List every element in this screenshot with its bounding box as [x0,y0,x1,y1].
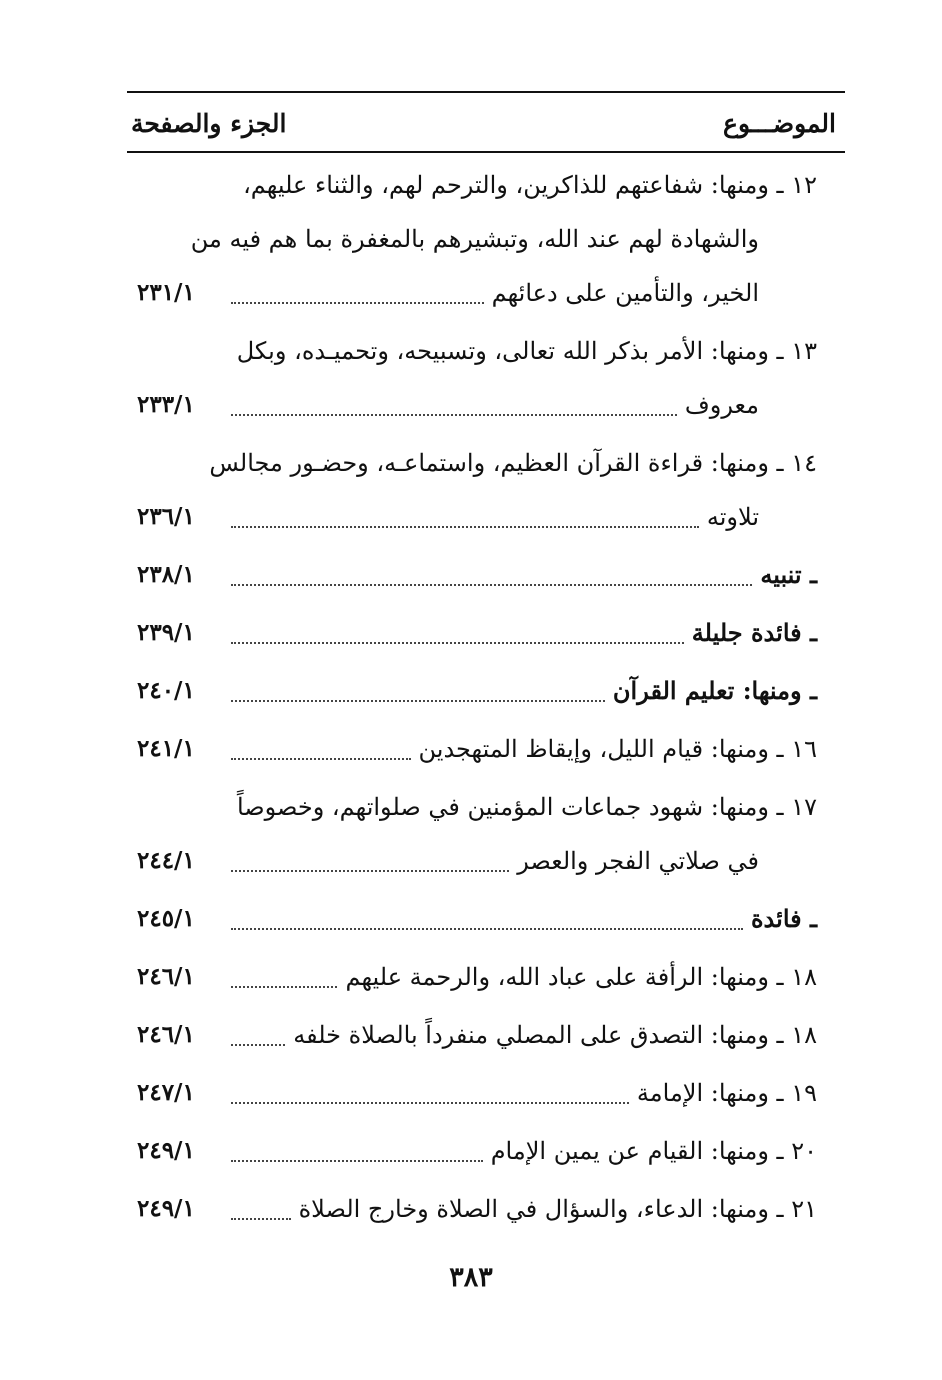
toc-leader [231,490,759,544]
toc-entry-last-line [127,548,817,602]
toc-entry [127,892,817,950]
toc-leader [231,266,759,320]
toc-leader [231,1182,817,1236]
toc-entry-line [127,780,817,834]
toc-entry [127,950,817,1008]
toc-leader [231,722,817,776]
toc-page-ref: ٢٤٧/١ [137,1079,195,1106]
toc-leader [231,1008,817,1062]
toc-leader [231,606,817,660]
toc-entry-last-line [127,266,817,320]
toc-entry [127,1182,817,1240]
dot-leader [231,266,484,320]
toc-entry [127,1124,817,1182]
toc-page-ref: ٢٤٠/١ [137,677,195,704]
toc-entry-line [127,436,817,490]
toc-leader [231,892,817,946]
toc-entry [127,722,817,780]
dot-leader [231,1124,483,1178]
dot-leader [231,490,699,544]
toc-page-ref: ٢٤٩/١ [137,1137,195,1164]
toc-entry-last-line [127,722,817,776]
toc-entry-title: ـ فائدة [750,904,817,933]
toc-entry-text: والشهادة لهم عند الله، وتبشيرهم بالمغفرة بما هم فيه من [190,225,759,253]
toc-entry-title: الخير، والتأمين على دعائهم [491,279,759,307]
toc-entry [127,158,817,324]
page-number: ٣٨٣ [449,1262,493,1293]
toc-entry-title: ٢١ ـ ومنها: الدعاء، والسؤال في الصلاة وخارج الصلاة [298,1195,817,1223]
dot-leader [231,548,752,602]
toc-entry-last-line [127,1124,817,1178]
toc-page-ref: ٢٤٩/١ [137,1195,195,1222]
toc-page-ref: ٢٣٨/١ [137,561,195,588]
toc-entry [127,780,817,892]
dot-leader [231,1008,285,1062]
toc-page-ref: ٢٣٣/١ [137,391,195,418]
toc-entry-last-line [127,1182,817,1236]
toc-entry-title: ٢٠ ـ ومنها: القيام عن يمين الإمام [490,1137,817,1165]
dot-leader [231,606,684,660]
toc-entry [127,1066,817,1124]
toc-page-ref: ٢٤٥/١ [137,905,195,932]
toc-entry [127,664,817,722]
toc-page-ref: ٢٣١/١ [137,279,195,306]
toc-page-ref: ٢٣٦/١ [137,503,195,530]
toc-entry-title: في صلاتي الفجر والعصر [517,847,759,875]
toc-entry-text: ١٢ ـ ومنها: شفاعتهم للذاكرين، والترحم لهم، والثناء عليهم، [243,171,817,199]
dot-leader [231,950,337,1004]
table-of-contents [127,158,817,1240]
toc-leader [231,950,817,1004]
dot-leader [231,1182,291,1236]
dot-leader [231,378,677,432]
toc-entry-text: ١٣ ـ ومنها: الأمر بذكر الله تعالى، وتسبيحه، وتحميـده، وبكل [236,337,817,365]
dot-leader [231,834,509,888]
toc-entry-title: معروف [684,391,759,419]
toc-entry-line [127,158,817,212]
toc-entry [127,606,817,664]
toc-entry-last-line [127,378,817,432]
toc-entry [127,436,817,548]
toc-page-ref: ٢٤١/١ [137,735,195,762]
header-rule [127,151,845,153]
toc-leader [231,1066,817,1120]
toc-entry-text: ١٤ ـ ومنها: قراءة القرآن العظيم، واستماعـه، وحضـور مجالس [209,449,817,477]
dot-leader [231,1066,629,1120]
toc-entry [127,1008,817,1066]
toc-page-ref: ٢٤٦/١ [137,963,195,990]
toc-entry-last-line [127,950,817,1004]
toc-leader [231,664,817,718]
toc-entry-last-line [127,892,817,946]
toc-entry-title: ١٦ ـ ومنها: قيام الليل، وإيقاظ المتهجدين [418,735,817,763]
toc-entry [127,324,817,436]
header-topic-label: الموضـــوع [723,109,836,138]
top-rule [127,91,845,93]
toc-entry-last-line [127,1066,817,1120]
toc-entry-title: ١٩ ـ ومنها: الإمامة [636,1079,817,1107]
dot-leader [231,892,743,946]
toc-page-ref: ٢٤٤/١ [137,847,195,874]
toc-entry-title: ـ تنبيه [760,560,817,589]
toc-entry-text: ١٧ ـ ومنها: شهود جماعات المؤمنين في صلواتهم، وخصوصاً [236,793,817,821]
toc-entry-last-line [127,1008,817,1062]
toc-entry-title: تلاوته [706,503,759,531]
toc-entry-last-line [127,490,817,544]
toc-entry-title: ١٨ ـ ومنها: الرأفة على عباد الله، والرحمة عليهم [345,963,817,991]
toc-entry-last-line [127,834,817,888]
toc-entry [127,548,817,606]
toc-leader [231,1124,817,1178]
dot-leader [231,664,605,718]
dot-leader [231,722,411,776]
toc-entry-last-line [127,606,817,660]
toc-entry-line [127,212,817,266]
header-page-label: الجزء والصفحة [131,109,287,138]
toc-entry-title: ـ فائدة جليلة [691,618,817,647]
toc-entry-title: ـ ومنها: تعليم القرآن [612,676,817,705]
toc-page-ref: ٢٣٩/١ [137,619,195,646]
toc-leader [231,548,817,602]
toc-leader [231,834,759,888]
toc-entry-title: ١٨ ـ ومنها: التصدق على المصلي منفرداً بالصلاة خلفه [293,1021,817,1049]
toc-entry-last-line [127,664,817,718]
toc-entry-line [127,324,817,378]
toc-page-ref: ٢٤٦/١ [137,1021,195,1048]
toc-leader [231,378,759,432]
